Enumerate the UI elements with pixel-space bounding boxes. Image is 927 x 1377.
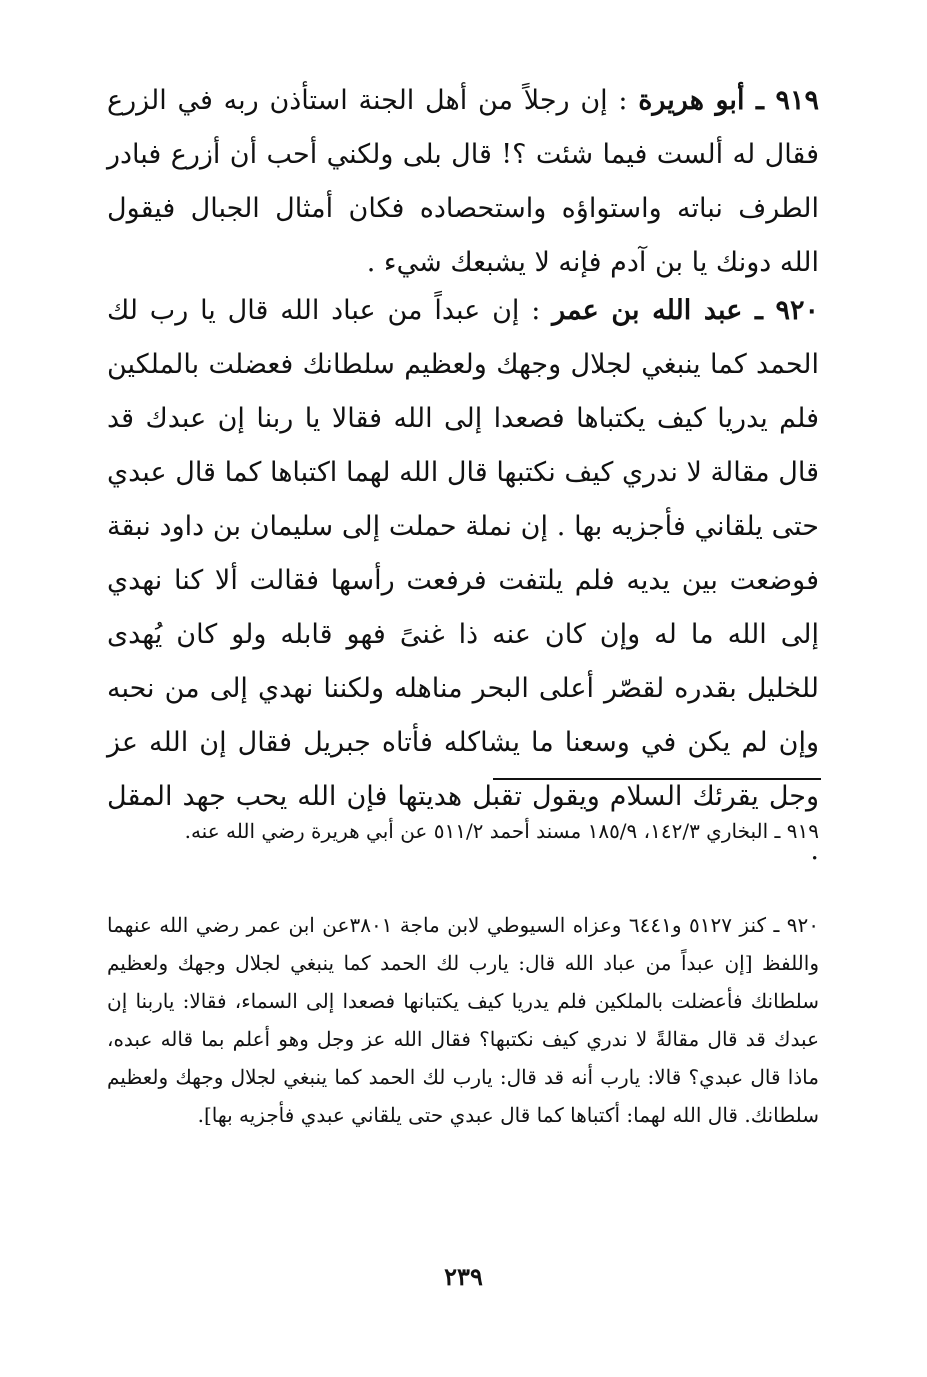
page-number: ٢٣٩: [444, 1262, 483, 1291]
footnote-divider: [493, 778, 821, 780]
entry-920-text: : إن عبداً من عباد الله قال يا رب لك الحمد كما ينبغي لجلال وجهك ولعظيم سلطانك فعضلت بالملكين فلم يدريا كيف يكتباها فصعدا إلى الله فقالا يا ربنا إن عبدك قد قال مقالة لا ندري كيف نكتبها قال الله لهما اكتباها كما قال عبدي حتى يلقاني فأجزيه بها . إن نملة حملت إلى سليمان بن داود نبقة فوضعت بين يديه فلم يلتفت فرفعت رأسها فقالت ألا كنا نهدي إلى الله ما له وإن كان عنه ذا غنىً فهو قابله ولو كان يُهدى للخليل بقدره لقصّر أعلى البحر مناهله ولكننا نهدي إلى من نحبه وإن لم يكن في وسعنا ما يشاكله فأتاه جبريل فقال إن الله عز وجل يقرئك السلام ويقول تقبل هديتها فإن الله يحب جهد المقل .: [107, 295, 819, 866]
hadith-entry-920: [107, 284, 819, 878]
entry-920-narrator: ٩٢٠ ـ عبد الله بن عمر: [552, 295, 820, 326]
footnote-920: ٩٢٠ ـ كنز ٥١٢٧ و٦٤٤١ وعزاه السيوطي لابن ماجة ٣٨٠١عن ابن عمر رضي الله عنهما واللفظ [إن عبداً من عباد الله قال: يارب لك الحمد كما ينبغي لجلال وجهك ولعظيم سلطانك فأعضلت بالملكين فلم يدريا كيف يكتبانها فصعدا إلى السماء، فقالا: ياربنا إن عبدك قد قال مقالةً لا ندري كيف نكتبها؟ فقال الله عز وجل وهو أعلم بما قاله عبده، ماذا قال عبدي؟ قالا: يارب أنه قد قال: يارب لك الحمد كما ينبغي لجلال وجهك ولعظيم سلطانك. قال الله لهما: أكتباها كما قال عبدي حتى يلقاني عبدي فأجزيه بها].: [107, 913, 819, 1127]
entry-919-text: : إن رجلاً من أهل الجنة استأذن ربه في الزرع فقال له ألست فيما شئت ؟! قال بلى ولكني أحب أن أزرع فبادر الطرف نباته واستواؤه واستحصاده فكان أمثال الجبال فيقول الله دونك يا بن آدم فإنه لا يشبعك شيء .: [107, 85, 819, 278]
hadith-entry-919: [107, 74, 819, 290]
entry-919-narrator: ٩١٩ ـ أبو هريرة: [638, 85, 819, 116]
footnote-919: ٩١٩ ـ البخاري ١٤٢/٣، ١٨٥/٩ مسند أحمد ٥١١/٢ عن أبي هريرة رضي الله عنه.: [184, 819, 819, 843]
